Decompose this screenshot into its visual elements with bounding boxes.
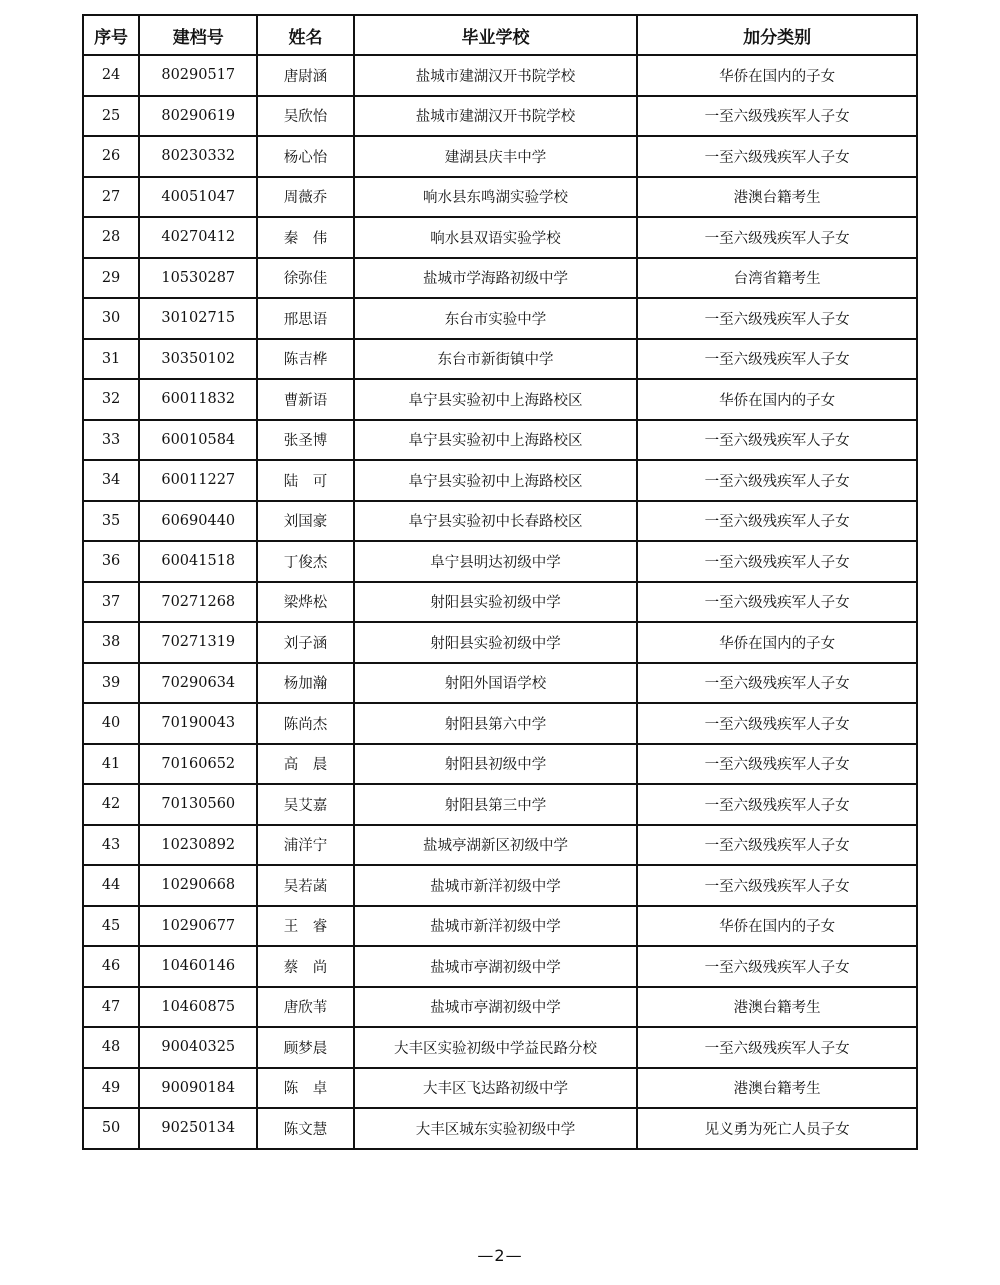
bonus-category-cell: 华侨在国内的子女 xyxy=(637,55,917,96)
table-row xyxy=(83,177,917,218)
table-row xyxy=(83,379,917,420)
name-cell: 杨加瀚 xyxy=(257,663,353,704)
name-cell: 吴欣怡 xyxy=(257,96,353,137)
name-cell: 丁俊杰 xyxy=(257,541,353,582)
bonus-category-cell: 华侨在国内的子女 xyxy=(637,622,917,663)
bonus-category-cell: 一至六级残疾军人子女 xyxy=(637,420,917,461)
file-number-cell: 40270412 xyxy=(139,217,257,258)
table-row xyxy=(83,784,917,825)
file-number-cell: 90040325 xyxy=(139,1027,257,1068)
table-row xyxy=(83,582,917,623)
bonus-category-cell: 华侨在国内的子女 xyxy=(637,906,917,947)
name-cell: 曹新语 xyxy=(257,379,353,420)
serial-number-cell: 31 xyxy=(83,339,139,380)
school-cell: 阜宁县实验初中上海路校区 xyxy=(354,379,638,420)
name-cell: 高 晨 xyxy=(257,744,353,785)
bonus-category-cell: 一至六级残疾军人子女 xyxy=(637,541,917,582)
name-cell: 刘国豪 xyxy=(257,501,353,542)
bonus-category-cell: 一至六级残疾军人子女 xyxy=(637,460,917,501)
table-body xyxy=(83,55,917,1149)
school-cell: 响水县东鸣湖实验学校 xyxy=(354,177,638,218)
file-number-cell: 70271268 xyxy=(139,582,257,623)
bonus-category-cell: 港澳台籍考生 xyxy=(637,177,917,218)
serial-number-cell: 26 xyxy=(83,136,139,177)
name-cell: 刘子涵 xyxy=(257,622,353,663)
bonus-category-cell: 一至六级残疾军人子女 xyxy=(637,663,917,704)
file-number-cell: 90250134 xyxy=(139,1108,257,1149)
serial-number-cell: 29 xyxy=(83,258,139,299)
school-cell: 盐城亭湖新区初级中学 xyxy=(354,825,638,866)
serial-number-cell: 41 xyxy=(83,744,139,785)
school-cell: 盐城市亭湖初级中学 xyxy=(354,946,638,987)
serial-number-cell: 49 xyxy=(83,1068,139,1109)
serial-number-cell: 24 xyxy=(83,55,139,96)
table-row xyxy=(83,825,917,866)
school-cell: 盐城市学海路初级中学 xyxy=(354,258,638,299)
file-number-cell: 60690440 xyxy=(139,501,257,542)
school-cell: 东台市实验中学 xyxy=(354,298,638,339)
school-cell: 射阳县第六中学 xyxy=(354,703,638,744)
table-row xyxy=(83,96,917,137)
bonus-category-cell: 一至六级残疾军人子女 xyxy=(637,946,917,987)
bonus-category-cell: 港澳台籍考生 xyxy=(637,987,917,1028)
file-number-cell: 70130560 xyxy=(139,784,257,825)
school-cell: 盐城市亭湖初级中学 xyxy=(354,987,638,1028)
bonus-category-cell: 一至六级残疾军人子女 xyxy=(637,703,917,744)
file-number-cell: 10230892 xyxy=(139,825,257,866)
school-cell: 东台市新街镇中学 xyxy=(354,339,638,380)
bonus-category-cell: 一至六级残疾军人子女 xyxy=(637,784,917,825)
file-number-cell: 10290668 xyxy=(139,865,257,906)
bonus-category-cell: 台湾省籍考生 xyxy=(637,258,917,299)
table-row xyxy=(83,420,917,461)
serial-number-cell: 40 xyxy=(83,703,139,744)
bonus-category-cell: 一至六级残疾军人子女 xyxy=(637,339,917,380)
school-cell: 射阳县第三中学 xyxy=(354,784,638,825)
table-row xyxy=(83,136,917,177)
school-cell: 射阳县实验初级中学 xyxy=(354,582,638,623)
file-number-cell: 60011227 xyxy=(139,460,257,501)
school-cell: 射阳县初级中学 xyxy=(354,744,638,785)
name-cell: 顾梦晨 xyxy=(257,1027,353,1068)
table-row xyxy=(83,541,917,582)
file-number-cell: 10290677 xyxy=(139,906,257,947)
bonus-category-cell: 华侨在国内的子女 xyxy=(637,379,917,420)
name-cell: 王 睿 xyxy=(257,906,353,947)
file-number-cell: 70290634 xyxy=(139,663,257,704)
serial-number-cell: 25 xyxy=(83,96,139,137)
school-cell: 大丰区城东实验初级中学 xyxy=(354,1108,638,1149)
table-row xyxy=(83,501,917,542)
file-number-cell: 10460875 xyxy=(139,987,257,1028)
table-row xyxy=(83,1068,917,1109)
name-cell: 蔡 尚 xyxy=(257,946,353,987)
name-cell: 周薇乔 xyxy=(257,177,353,218)
serial-number-cell: 37 xyxy=(83,582,139,623)
table-header xyxy=(83,15,917,55)
table-row xyxy=(83,339,917,380)
serial-number-cell: 43 xyxy=(83,825,139,866)
bonus-category-cell: 一至六级残疾军人子女 xyxy=(637,582,917,623)
school-cell: 响水县双语实验学校 xyxy=(354,217,638,258)
page-number: —2— xyxy=(477,1246,523,1265)
name-cell: 陈 卓 xyxy=(257,1068,353,1109)
name-cell: 唐尉涵 xyxy=(257,55,353,96)
serial-number-cell: 34 xyxy=(83,460,139,501)
serial-number-cell: 46 xyxy=(83,946,139,987)
name-cell: 陆 可 xyxy=(257,460,353,501)
serial-number-cell: 35 xyxy=(83,501,139,542)
file-number-cell: 60041518 xyxy=(139,541,257,582)
file-number-cell: 30102715 xyxy=(139,298,257,339)
name-cell: 陈吉桦 xyxy=(257,339,353,380)
header-file-number: 建档号 xyxy=(139,15,257,55)
table-row xyxy=(83,1108,917,1149)
bonus-category-cell: 见义勇为死亡人员子女 xyxy=(637,1108,917,1149)
file-number-cell: 10530287 xyxy=(139,258,257,299)
file-number-cell: 60010584 xyxy=(139,420,257,461)
table-row xyxy=(83,258,917,299)
bonus-category-cell: 一至六级残疾军人子女 xyxy=(637,136,917,177)
school-cell: 阜宁县实验初中长春路校区 xyxy=(354,501,638,542)
table-row xyxy=(83,987,917,1028)
name-cell: 浦洋宁 xyxy=(257,825,353,866)
bonus-category-cell: 一至六级残疾军人子女 xyxy=(637,96,917,137)
school-cell: 盐城市建湖汉开书院学校 xyxy=(354,96,638,137)
school-cell: 射阳县实验初级中学 xyxy=(354,622,638,663)
school-cell: 阜宁县明达初级中学 xyxy=(354,541,638,582)
name-cell: 张圣博 xyxy=(257,420,353,461)
serial-number-cell: 39 xyxy=(83,663,139,704)
bonus-category-cell: 一至六级残疾军人子女 xyxy=(637,825,917,866)
header-serial-number: 序号 xyxy=(83,15,139,55)
header-bonus-category: 加分类别 xyxy=(637,15,917,55)
file-number-cell: 90090184 xyxy=(139,1068,257,1109)
name-cell: 吴若菡 xyxy=(257,865,353,906)
table-row xyxy=(83,622,917,663)
table-row xyxy=(83,906,917,947)
file-number-cell: 70271319 xyxy=(139,622,257,663)
name-cell: 吴艾嘉 xyxy=(257,784,353,825)
bonus-category-cell: 一至六级残疾军人子女 xyxy=(637,744,917,785)
serial-number-cell: 36 xyxy=(83,541,139,582)
table-row xyxy=(83,744,917,785)
serial-number-cell: 48 xyxy=(83,1027,139,1068)
file-number-cell: 40051047 xyxy=(139,177,257,218)
serial-number-cell: 47 xyxy=(83,987,139,1028)
serial-number-cell: 30 xyxy=(83,298,139,339)
file-number-cell: 30350102 xyxy=(139,339,257,380)
table-row xyxy=(83,298,917,339)
bonus-category-cell: 港澳台籍考生 xyxy=(637,1068,917,1109)
table-row xyxy=(83,663,917,704)
file-number-cell: 80290517 xyxy=(139,55,257,96)
file-number-cell: 80290619 xyxy=(139,96,257,137)
school-cell: 大丰区实验初级中学益民路分校 xyxy=(354,1027,638,1068)
name-cell: 徐弥佳 xyxy=(257,258,353,299)
table-row xyxy=(83,460,917,501)
serial-number-cell: 28 xyxy=(83,217,139,258)
name-cell: 秦 伟 xyxy=(257,217,353,258)
header-name: 姓名 xyxy=(257,15,353,55)
school-cell: 大丰区飞达路初级中学 xyxy=(354,1068,638,1109)
bonus-category-cell: 一至六级残疾军人子女 xyxy=(637,298,917,339)
name-cell: 陈尚杰 xyxy=(257,703,353,744)
header-row xyxy=(83,15,917,55)
bonus-category-cell: 一至六级残疾军人子女 xyxy=(637,865,917,906)
file-number-cell: 10460146 xyxy=(139,946,257,987)
school-cell: 盐城市新洋初级中学 xyxy=(354,906,638,947)
table-row xyxy=(83,703,917,744)
table-row xyxy=(83,946,917,987)
file-number-cell: 70160652 xyxy=(139,744,257,785)
file-number-cell: 70190043 xyxy=(139,703,257,744)
serial-number-cell: 38 xyxy=(83,622,139,663)
school-cell: 阜宁县实验初中上海路校区 xyxy=(354,420,638,461)
serial-number-cell: 42 xyxy=(83,784,139,825)
table-row xyxy=(83,217,917,258)
name-cell: 陈文慧 xyxy=(257,1108,353,1149)
student-list-table xyxy=(82,14,918,1150)
name-cell: 梁烨松 xyxy=(257,582,353,623)
bonus-category-cell: 一至六级残疾军人子女 xyxy=(637,501,917,542)
header-school: 毕业学校 xyxy=(354,15,638,55)
name-cell: 唐欣苇 xyxy=(257,987,353,1028)
name-cell: 邢思语 xyxy=(257,298,353,339)
serial-number-cell: 45 xyxy=(83,906,139,947)
table-row xyxy=(83,55,917,96)
table-row xyxy=(83,865,917,906)
serial-number-cell: 32 xyxy=(83,379,139,420)
serial-number-cell: 44 xyxy=(83,865,139,906)
name-cell: 杨心怡 xyxy=(257,136,353,177)
school-cell: 盐城市建湖汉开书院学校 xyxy=(354,55,638,96)
bonus-category-cell: 一至六级残疾军人子女 xyxy=(637,1027,917,1068)
file-number-cell: 80230332 xyxy=(139,136,257,177)
file-number-cell: 60011832 xyxy=(139,379,257,420)
school-cell: 建湖县庆丰中学 xyxy=(354,136,638,177)
serial-number-cell: 50 xyxy=(83,1108,139,1149)
serial-number-cell: 33 xyxy=(83,420,139,461)
school-cell: 阜宁县实验初中上海路校区 xyxy=(354,460,638,501)
serial-number-cell: 27 xyxy=(83,177,139,218)
school-cell: 盐城市新洋初级中学 xyxy=(354,865,638,906)
table-row xyxy=(83,1027,917,1068)
school-cell: 射阳外国语学校 xyxy=(354,663,638,704)
bonus-category-cell: 一至六级残疾军人子女 xyxy=(637,217,917,258)
